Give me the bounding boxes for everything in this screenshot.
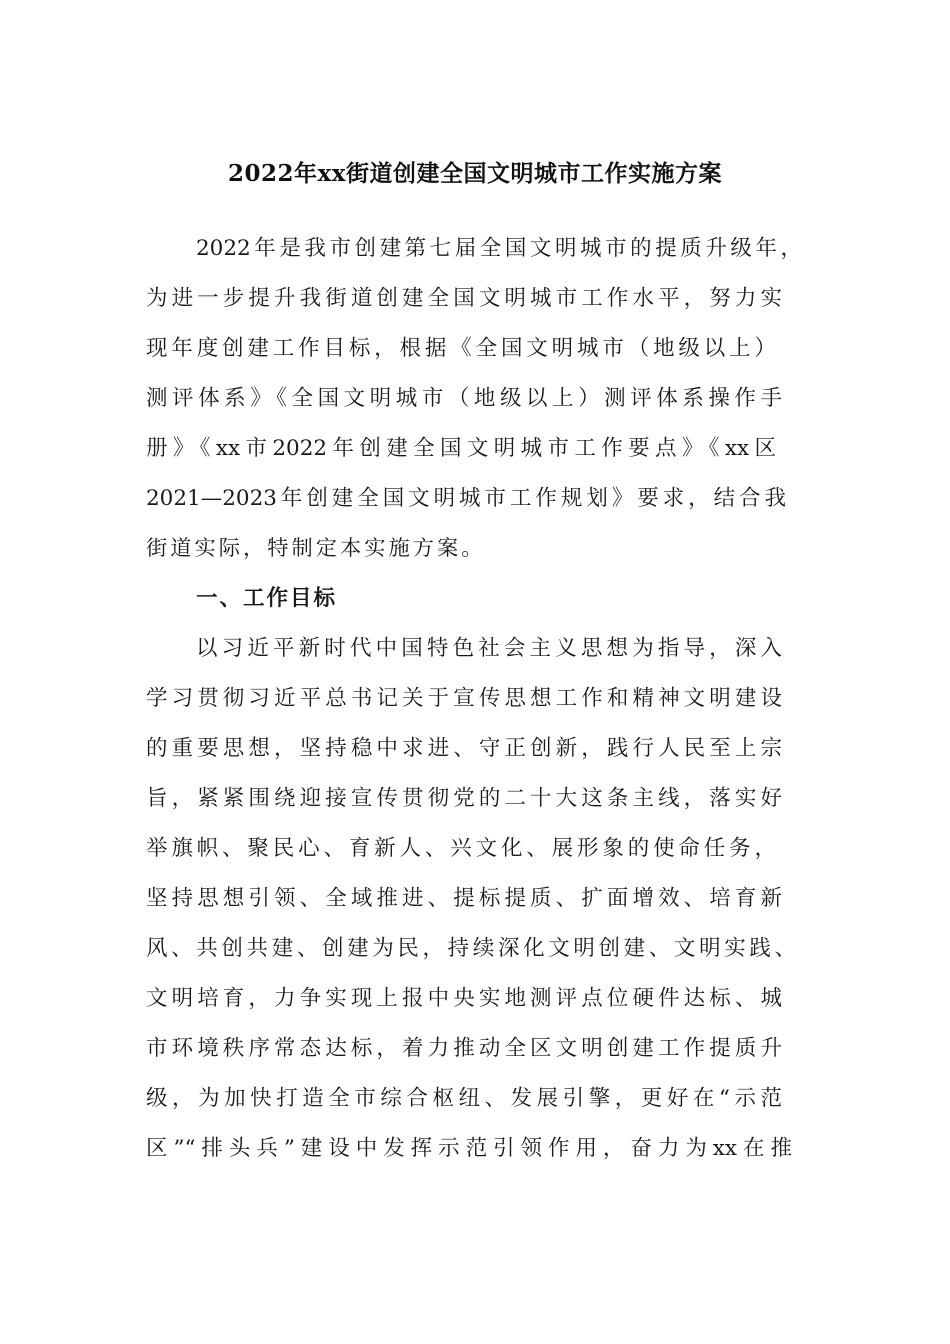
section-heading: 一、工作目标 (196, 586, 338, 611)
paragraph-line: 举旗帜、聚民心、育新人、兴文化、展形象的使命任务， (146, 836, 776, 861)
paragraph-line: 以习近平新时代中国特色社会主义思想为指导，深入 (196, 636, 782, 661)
paragraph-line: 文明培育，力争实现上报中央实地测评点位硬件达标、城 (146, 986, 782, 1011)
paragraph-line: 2021—2023年创建全国文明城市工作规划》要求，结合我 (146, 486, 786, 511)
paragraph-line: 的重要思想，坚持稳中求进、守正创新，践行人民至上宗 (146, 736, 782, 761)
paragraph-line: 测评体系》《全国文明城市（地级以上）测评体系操作手 (146, 386, 782, 411)
paragraph-line: 街道实际，特制定本实施方案。 (146, 536, 486, 561)
paragraph-line: 现年度创建工作目标，根据《全国文明城市（地级以上） (146, 336, 776, 361)
paragraph-line: 旨，紧紧围绕迎接宣传贯彻党的二十大这条主线，落实好 (146, 786, 782, 811)
paragraph-line: 学习贯彻习近平总书记关于宣传思想工作和精神文明建设 (146, 686, 782, 711)
paragraph-line: 风、共创共建、创建为民，持续深化文明创建、文明实践、 (146, 936, 796, 961)
paragraph-line: 为进一步提升我街道创建全国文明城市工作水平，努力实 (146, 286, 782, 311)
paragraph-line: 2022年是我市创建第七届全国文明城市的提质升级年， (196, 236, 802, 261)
paragraph-line: 市环境秩序常态达标，着力推动全区文明创建工作提质升 (146, 1036, 782, 1061)
paragraph-line: 册》《xx市2022年创建全国文明城市工作要点》《xx区 (146, 436, 776, 461)
document-title: 2022年xx街道创建全国文明城市工作实施方案 (228, 160, 722, 187)
paragraph-line: 级，为加快打造全市综合枢纽、发展引擎，更好在“示范 (146, 1086, 782, 1111)
paragraph-line: 区”“排头兵”建设中发挥示范引领作用，奋力为xx在推 (146, 1136, 792, 1161)
paragraph-line: 坚持思想引领、全域推进、提标提质、扩面增效、培育新 (146, 886, 782, 911)
